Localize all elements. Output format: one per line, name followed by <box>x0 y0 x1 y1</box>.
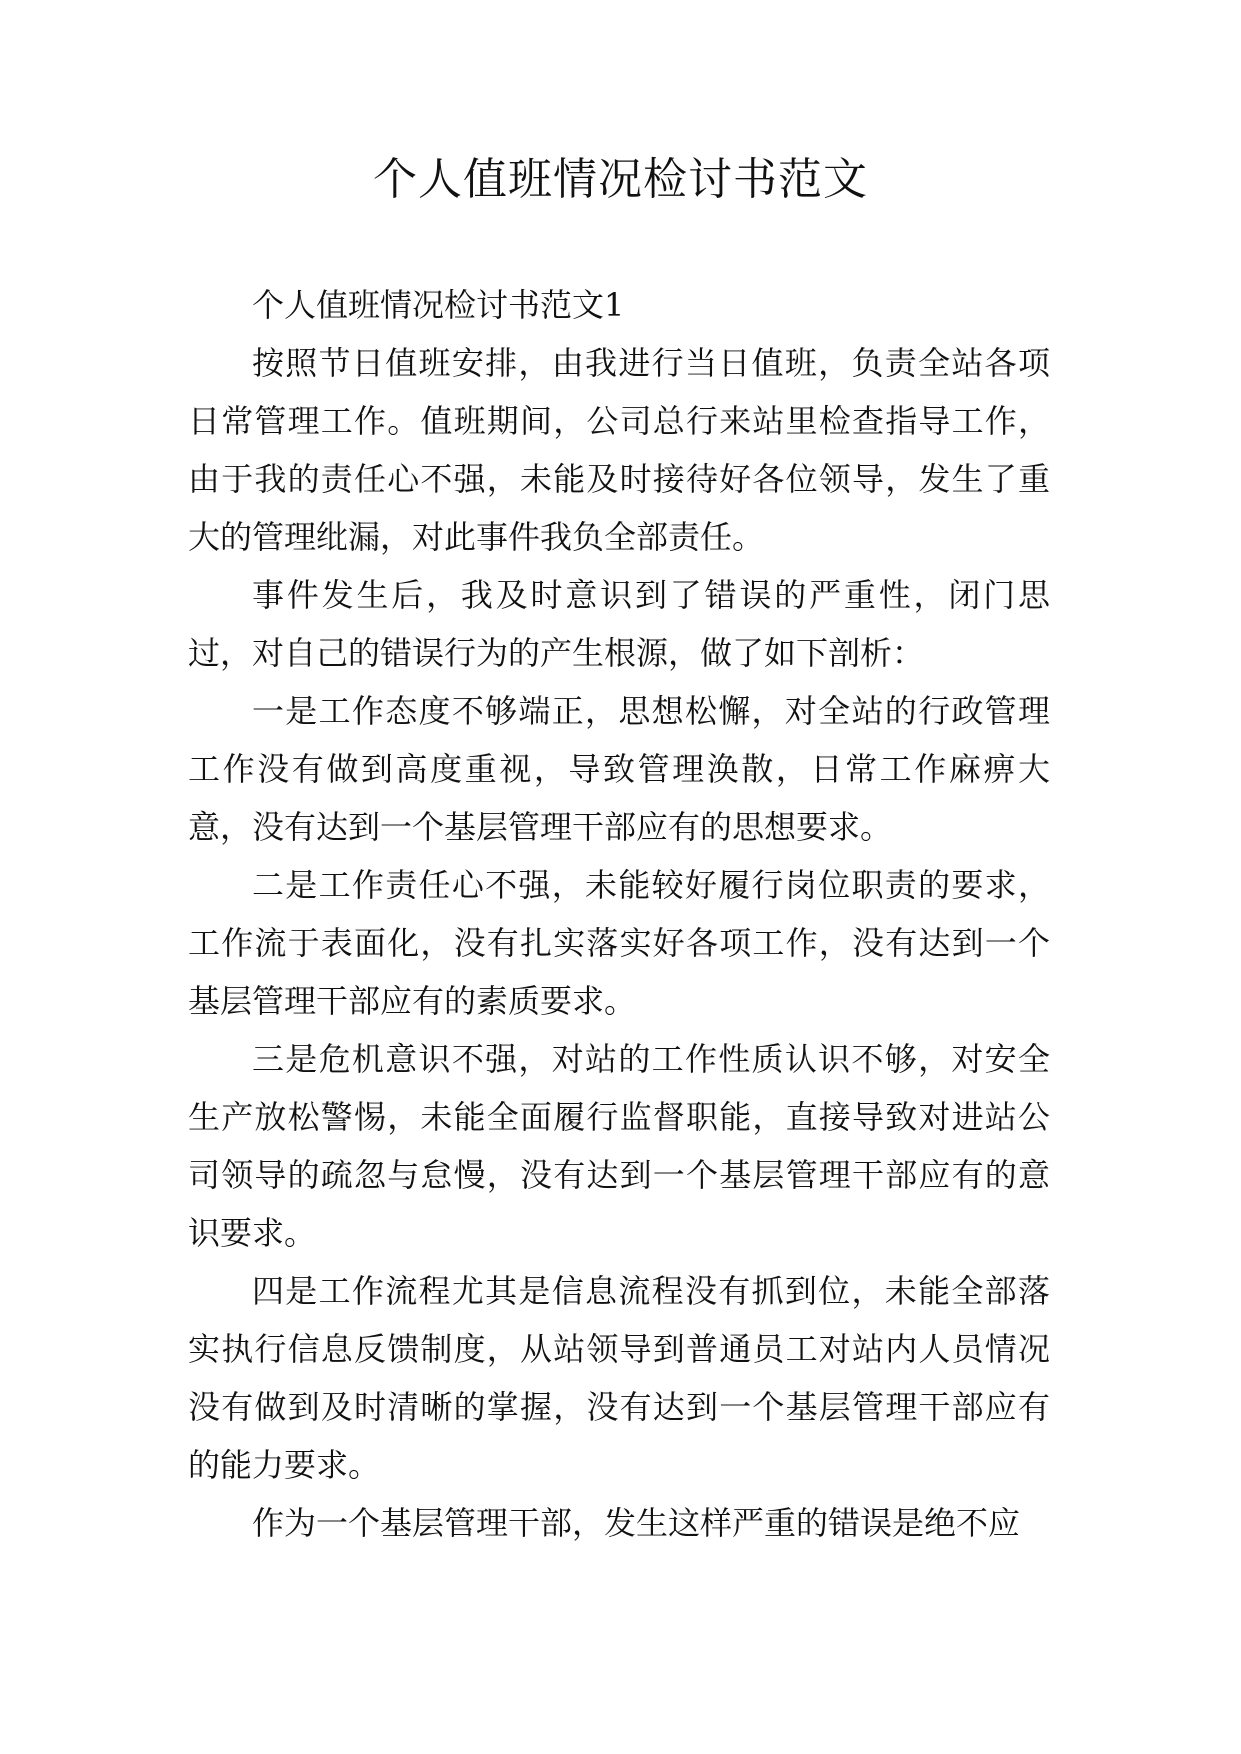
paragraph-point-one: 一是工作态度不够端正，思想松懈，对全站的行政管理工作没有做到高度重视，导致管理涣散，日常工作麻痹大意，没有达到一个基层管理干部应有的思想要求。 <box>188 692 1050 846</box>
paragraph-conclusion: 作为一个基层管理干部，发生这样严重的错误是绝不应 <box>252 1504 1021 1542</box>
paragraph-point-four: 四是工作流程尤其是信息流程没有抓到位，未能全部落实执行信息反馈制度，从站领导到普通员工对站内人员情况没有做到及时清晰的掌握，没有达到一个基层管理干部应有的能力要求。 <box>188 1272 1050 1484</box>
document-body <box>188 276 1050 1552</box>
paragraph-incident: 按照节日值班安排，由我进行当日值班，负责全站各项日常管理工作。值班期间，公司总行来站里检查指导工作，由于我的责任心不强，未能及时接待好各位领导，发生了重大的管理纰漏，对此事件我负全部责任。 <box>188 344 1050 556</box>
section-heading: 个人值班情况检讨书范文1 <box>252 286 625 324</box>
document-title: 个人值班情况检讨书范文 <box>373 154 868 205</box>
paragraph-point-three: 三是危机意识不强，对站的工作性质认识不够，对安全生产放松警惕，未能全面履行监督职能，直接导致对进站公司领导的疏忽与怠慢，没有达到一个基层管理干部应有的意识要求。 <box>188 1040 1050 1252</box>
paragraph-reflection: 事件发生后，我及时意识到了错误的严重性，闭门思过，对自己的错误行为的产生根源，做了如下剖析： <box>188 576 1050 672</box>
paragraph-point-two: 二是工作责任心不强，未能较好履行岗位职责的要求，工作流于表面化，没有扎实落实好各项工作，没有达到一个基层管理干部应有的素质要求。 <box>188 866 1050 1020</box>
